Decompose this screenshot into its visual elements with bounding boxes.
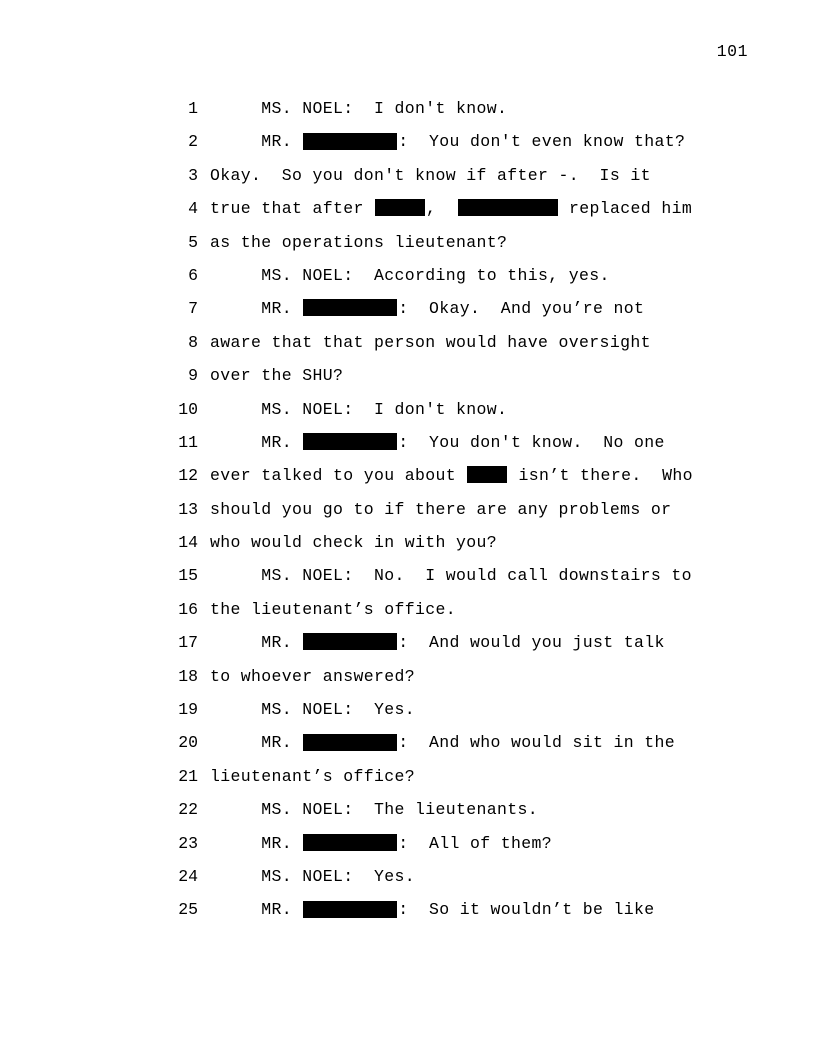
line-text: [198, 593, 748, 626]
text-run: over the SHU?: [210, 366, 344, 386]
line-text: [198, 359, 748, 392]
line-number: 14: [178, 533, 198, 553]
line-text: [198, 326, 748, 359]
line-number: 23: [178, 833, 198, 853]
transcript-line: [168, 125, 748, 158]
transcript-line: [168, 359, 748, 392]
text-run: should you go to if there are any problems or: [210, 499, 672, 519]
line-number: 18: [178, 666, 198, 686]
transcript-line: [168, 827, 748, 860]
transcript-line: [168, 726, 748, 759]
redaction-bar: [303, 299, 397, 316]
line-text: [198, 226, 748, 259]
line-text: [198, 793, 748, 826]
redaction-bar: [303, 633, 397, 650]
line-text: [198, 893, 748, 926]
line-text: [198, 726, 748, 759]
line-text: [198, 192, 748, 225]
transcript-line: [168, 660, 748, 693]
text-run: ever talked to you about: [210, 466, 467, 486]
line-number: 21: [178, 766, 198, 786]
transcript-line: [168, 860, 748, 893]
line-number: 16: [178, 599, 198, 619]
line-number: 20: [178, 733, 198, 753]
redaction-bar: [375, 199, 425, 216]
line-number: 15: [178, 566, 198, 586]
text-run: : You don't know. No one: [398, 432, 665, 452]
text-run: MS. NOEL: The lieutenants.: [210, 800, 539, 820]
line-text: [198, 393, 748, 426]
text-run: : Okay. And you’re not: [398, 299, 645, 319]
text-run: : So it wouldn’t be like: [398, 900, 655, 920]
line-text: [198, 693, 748, 726]
redaction-bar: [467, 466, 507, 483]
transcript-body: [168, 92, 748, 927]
text-run: MR.: [210, 633, 303, 653]
line-text: [198, 159, 748, 192]
text-run: MR.: [210, 132, 303, 152]
text-run: MS. NOEL: Yes.: [210, 700, 416, 720]
line-text: [198, 259, 748, 292]
transcript-line: [168, 159, 748, 192]
line-text: [198, 660, 748, 693]
line-number: 22: [178, 800, 198, 820]
line-text: [198, 760, 748, 793]
transcript-line: [168, 292, 748, 325]
text-run: : You don't even know that?: [398, 132, 686, 152]
page-number: 101: [716, 42, 748, 61]
text-run: lieutenant’s office?: [210, 766, 416, 786]
text-run: MS. NOEL: According to this, yes.: [210, 265, 610, 285]
text-run: MR.: [210, 733, 303, 753]
transcript-line: [168, 226, 748, 259]
line-number: 1: [188, 99, 198, 118]
transcript-line: [168, 192, 748, 225]
text-run: MR.: [210, 833, 303, 853]
text-run: the lieutenant’s office.: [210, 599, 457, 619]
transcript-line: [168, 393, 748, 426]
text-run: true that after: [210, 199, 375, 219]
text-run: to whoever answered?: [210, 666, 416, 686]
transcript-line: [168, 693, 748, 726]
line-number: 24: [178, 866, 198, 886]
line-number: 2: [188, 132, 198, 152]
line-number: 10: [178, 399, 198, 419]
line-number: 12: [178, 466, 198, 486]
text-run: isn’t there. Who: [508, 466, 693, 486]
line-text: [198, 125, 748, 158]
text-run: who would check in with you?: [210, 533, 498, 553]
transcript-line: [168, 92, 748, 125]
transcript-line: [168, 426, 748, 459]
transcript-line: [168, 893, 748, 926]
line-text: [198, 92, 748, 125]
text-run: replaced him: [558, 199, 693, 219]
text-run: MR.: [210, 299, 303, 319]
text-run: MS. NOEL: I don't know.: [210, 99, 508, 118]
line-number: 17: [178, 633, 198, 653]
line-text: [198, 292, 748, 325]
line-number: 13: [178, 499, 198, 519]
transcript-line: [168, 760, 748, 793]
line-text: [198, 626, 748, 659]
line-number: 19: [178, 700, 198, 720]
transcript-line: [168, 526, 748, 559]
text-run: Okay. So you don't know if after -. Is it: [210, 165, 651, 185]
text-run: MR.: [210, 900, 303, 920]
line-number: 5: [188, 232, 198, 252]
line-number: 25: [178, 900, 198, 920]
line-number: 9: [188, 366, 198, 386]
line-text: [198, 559, 748, 592]
redaction-bar: [303, 734, 397, 751]
text-run: : And who would sit in the: [398, 733, 676, 753]
text-run: MS. NOEL: No. I would call downstairs to: [210, 566, 692, 586]
text-run: aware that that person would have oversight: [210, 332, 651, 352]
redaction-bar: [303, 834, 397, 851]
text-run: ,: [426, 199, 457, 219]
line-number: 8: [188, 332, 198, 352]
text-run: MS. NOEL: I don't know.: [210, 399, 508, 419]
line-number: 3: [188, 165, 198, 185]
line-number: 11: [178, 432, 198, 452]
line-text: [198, 526, 748, 559]
redaction-bar: [303, 433, 397, 450]
transcript-line: [168, 559, 748, 592]
line-number: 7: [188, 299, 198, 319]
redaction-bar: [458, 199, 558, 216]
transcript-line: [168, 593, 748, 626]
redaction-bar: [303, 133, 397, 150]
line-text: [198, 827, 748, 860]
transcript-line: [168, 493, 748, 526]
text-run: as the operations lieutenant?: [210, 232, 508, 252]
line-text: [198, 860, 748, 893]
text-run: : All of them?: [398, 833, 553, 853]
line-text: [198, 459, 748, 492]
text-run: MS. NOEL: Yes.: [210, 866, 416, 886]
line-number: 4: [188, 199, 198, 219]
text-run: : And would you just talk: [398, 633, 665, 653]
transcript-line: [168, 793, 748, 826]
redaction-bar: [303, 901, 397, 918]
transcript-line: [168, 259, 748, 292]
transcript-line: [168, 459, 748, 492]
text-run: MR.: [210, 432, 303, 452]
transcript-line: [168, 326, 748, 359]
transcript-line: [168, 626, 748, 659]
line-text: [198, 493, 748, 526]
line-number: 6: [188, 265, 198, 285]
line-text: [198, 426, 748, 459]
